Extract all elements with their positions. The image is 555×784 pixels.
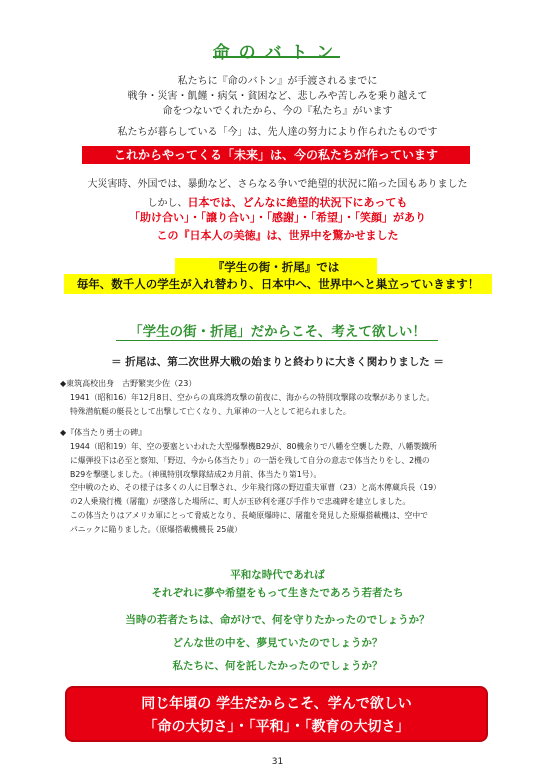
title-underline	[213, 56, 340, 58]
message-line-2: 「命の大切さ」・「平和」・「教育の大切さ」	[143, 719, 410, 735]
students-line: 毎年、数千人の学生が入れ替わり、日本中へ、世界中へと巣立っていきます！	[64, 274, 492, 294]
bullet-2-line: パニックに陥りました。（原爆搭載機機長 25歳）	[70, 524, 242, 534]
however-text: しかし、	[147, 198, 188, 209]
astonish-line: この『日本人の美徳』は、世界中を驚かせました	[156, 229, 399, 242]
bullet-2-line: の2人乗飛行機（屠龍）が墜落した場所に、町人が玉砂利を運び手作りで忠魂碑を建立しました。	[70, 497, 411, 507]
intro-line-4: 私たちが暮らしている「今」は、先人達の努力により作られたものです	[117, 127, 438, 138]
question-line-1: 当時の若者たちは、命がけで、何を守りたかったのでしょうか？	[125, 614, 430, 626]
bullet-2-heading: ◆『体当たり勇士の碑』	[60, 428, 147, 437]
future-banner: これからやってくる「未来」は、今の私たちが作っています	[82, 146, 470, 164]
bullet-1-body	[70, 391, 540, 419]
bullet-2-line: 空中戦のため、その様子は多くの人に目撃され、少年飛行隊の野辺重夫軍曹（23）と高木傳蔵兵長（19）	[70, 483, 441, 493]
bullet-2-body	[70, 440, 545, 537]
intro-line-1: 私たちに『命のバトン』が手渡されるまでに	[177, 76, 378, 87]
bullet-2-line: B29を撃墜しました。（神風特別攻撃隊結成2カ月前、体当たり第1号）。	[70, 469, 322, 479]
intro-line-2: 戦争・災害・飢饉・病気・貧困など、悲しみや苦しみを乗り越えて	[127, 91, 428, 102]
disaster-line: 大災害時、外国では、暴動など、さらなる争いで絶望的状況に陥った国もありました	[87, 179, 468, 190]
page-number: 31	[271, 757, 284, 767]
page-title: 命のバトン	[212, 43, 343, 63]
message-line-1: 同じ年頃の 学生だからこそ、学んで欲しい	[141, 696, 412, 712]
question-line-3: 私たちに、何を託したかったのでしょうか？	[172, 660, 383, 672]
bullet-1-line: 1941（昭和16）年12月8日、空からの真珠湾攻撃の前夜に、海からの特別攻撃隊の攻撃がありました。	[70, 393, 435, 402]
bullet-2-line: に爆弾投下は必至と察知、「野辺、今から体当たり」の一語を残して自分の意志で体当たりをし、2機の	[70, 455, 430, 465]
however-line	[0, 191, 555, 210]
question-line-2: どんな世の中を、夢見ていたのでしょうか？	[172, 637, 383, 649]
bullet-1-heading: ◆東筑高校出身 古野繁実少佐（23）	[60, 379, 197, 388]
section-heading: ＝ 折尾は、第二次世界大戦の始まりと終わりに大きく関わりました ＝	[111, 356, 444, 368]
peace-line: 平和な時代であれば	[230, 569, 325, 581]
subtitle-underline	[116, 340, 438, 341]
orio-heading: 『学生の街・折尾』では	[175, 258, 377, 276]
bullet-2-line: この体当たりはアメリカ軍にとって脅威となり、長崎原爆時に、屠龍を発見した原爆搭載機は、空中で	[70, 510, 428, 520]
dreams-line: それぞれに夢や希望をもって生きたであろう若者たち	[151, 587, 404, 599]
bullet-2-line: 1944（昭和19）年、空の要塞といわれた大型爆撃機B29が、80機余りで八幡を空襲した際、八幡製鐵所	[70, 442, 437, 451]
japan-text: 日本では、どんなに絶望的状況下にあっても	[187, 196, 408, 209]
virtues-line: 「助け合い」・「譲り合い」・「感謝」・「希望」・「笑顔」があり	[129, 211, 426, 224]
intro-line-3: 命をつないでくれたから、今の『私たち』がいます	[162, 106, 393, 117]
bullet-1-line: 特殊潜航艇の艇長として出撃して亡くなり、九軍神の一人として祀られました。	[70, 406, 351, 416]
section-subtitle: 「学生の街・折尾」だからこそ、考えて欲しい！	[129, 324, 426, 340]
